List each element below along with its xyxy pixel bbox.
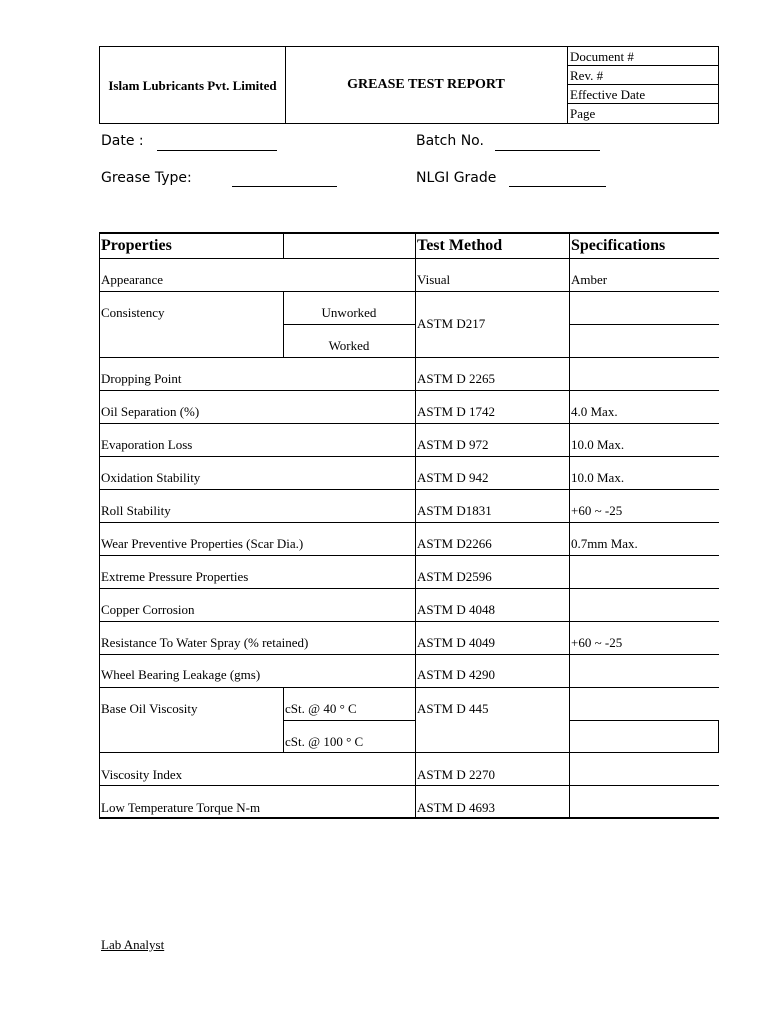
property-oil-separation: Oil Separation (%) — [101, 404, 200, 419]
spec-roll-stability: +60 ~ -25 — [571, 503, 623, 518]
property-copper-corrosion: Copper Corrosion — [101, 602, 195, 617]
method-base-oil-viscosity: ASTM D 445 — [417, 701, 489, 716]
property-dropping-point: Dropping Point — [101, 371, 182, 386]
row-line — [99, 489, 719, 490]
nlgi-label: NLGI Grade — [416, 170, 497, 186]
row-line — [99, 522, 719, 523]
report-header — [99, 46, 719, 124]
row-line — [99, 621, 719, 622]
method-dropping-point: ASTM D 2265 — [417, 371, 496, 386]
batch-field[interactable] — [495, 150, 600, 151]
property-water-spray: Resistance To Water Spray (% retained) — [101, 635, 309, 650]
row-line — [569, 324, 719, 325]
report-title: GREASE TEST REPORT — [285, 47, 568, 123]
row-line — [99, 291, 719, 292]
row-line — [99, 654, 719, 655]
property-extreme-pressure: Extreme Pressure Properties — [101, 569, 249, 584]
method-column-border — [415, 232, 416, 818]
consistency-worked: Worked — [328, 338, 370, 353]
property-appearance: Appearance — [101, 272, 164, 287]
header-specifications: Specifications — [571, 237, 666, 254]
viscosity-100c: cSt. @ 100 ° C — [285, 734, 364, 749]
row-line — [99, 785, 719, 786]
spec-evaporation-loss: 10.0 Max. — [571, 437, 625, 452]
spec-appearance: Amber — [571, 272, 608, 287]
spec-water-spray: +60 ~ -25 — [571, 635, 623, 650]
spec-column-border — [569, 232, 570, 818]
property-consistency: Consistency — [101, 305, 165, 320]
property-low-temp-torque: Low Temperature Torque N-m — [101, 800, 261, 815]
method-evaporation-loss: ASTM D 972 — [417, 437, 489, 452]
method-water-spray: ASTM D 4049 — [417, 635, 496, 650]
row-line — [99, 752, 719, 753]
table-left-border — [99, 232, 100, 818]
row-line — [99, 390, 719, 391]
row-line — [283, 324, 415, 325]
row-line — [283, 720, 415, 721]
row-line — [99, 687, 719, 688]
nlgi-field[interactable] — [509, 186, 606, 187]
spec-oil-separation: 4.0 Max. — [571, 404, 618, 419]
spec-wear-preventive: 0.7mm Max. — [571, 536, 638, 551]
date-field[interactable] — [157, 150, 277, 151]
property-wheel-bearing: Wheel Bearing Leakage (gms) — [101, 667, 261, 682]
method-roll-stability: ASTM D1831 — [417, 503, 492, 518]
method-appearance: Visual — [417, 272, 451, 287]
method-low-temp-torque: ASTM D 4693 — [417, 800, 496, 815]
row-line — [99, 258, 719, 259]
header-properties: Properties — [101, 237, 172, 254]
method-wear-preventive: ASTM D2266 — [417, 536, 492, 551]
method-wheel-bearing: ASTM D 4290 — [417, 667, 496, 682]
method-oxidation-stability: ASTM D 942 — [417, 470, 489, 485]
spec-oxidation-stability: 10.0 Max. — [571, 470, 625, 485]
row-line — [99, 456, 719, 457]
method-consistency: ASTM D217 — [417, 316, 486, 331]
method-copper-corrosion: ASTM D 4048 — [417, 602, 496, 617]
header-test-method: Test Method — [417, 237, 503, 254]
viscosity-right-border — [718, 720, 719, 752]
row-line — [99, 588, 719, 589]
method-viscosity-index: ASTM D 2270 — [417, 767, 496, 782]
method-oil-separation: ASTM D 1742 — [417, 404, 496, 419]
property-viscosity-index: Viscosity Index — [101, 767, 183, 782]
date-label: Date : — [101, 133, 144, 149]
document-meta — [567, 47, 718, 123]
revision-label: Rev. # — [567, 66, 718, 85]
property-evaporation-loss: Evaporation Loss — [101, 437, 193, 452]
grease-type-label: Grease Type: — [101, 170, 192, 186]
lab-analyst-label: Lab Analyst — [101, 937, 165, 952]
viscosity-40c: cSt. @ 40 ° C — [285, 701, 357, 716]
effective-date-label: Effective Date — [567, 85, 718, 104]
table-top-border — [99, 232, 719, 234]
method-extreme-pressure: ASTM D2596 — [417, 569, 492, 584]
property-roll-stability: Roll Stability — [101, 503, 171, 518]
page-label: Page — [570, 106, 596, 121]
batch-label: Batch No. — [416, 133, 484, 149]
company-name: Islam Lubricants Pvt. Limited — [100, 47, 286, 123]
table-bottom-border — [99, 817, 719, 819]
row-line — [99, 555, 719, 556]
row-line — [99, 423, 719, 424]
property-wear-preventive: Wear Preventive Properties (Scar Dia.) — [101, 536, 304, 551]
property-base-oil-viscosity: Base Oil Viscosity — [101, 701, 198, 716]
consistency-unworked: Unworked — [321, 305, 377, 320]
property-oxidation-stability: Oxidation Stability — [101, 470, 201, 485]
header-divider — [283, 232, 284, 258]
grease-type-field[interactable] — [232, 186, 337, 187]
row-line — [99, 357, 719, 358]
row-line — [569, 720, 719, 721]
document-number-label: Document # — [567, 47, 718, 66]
